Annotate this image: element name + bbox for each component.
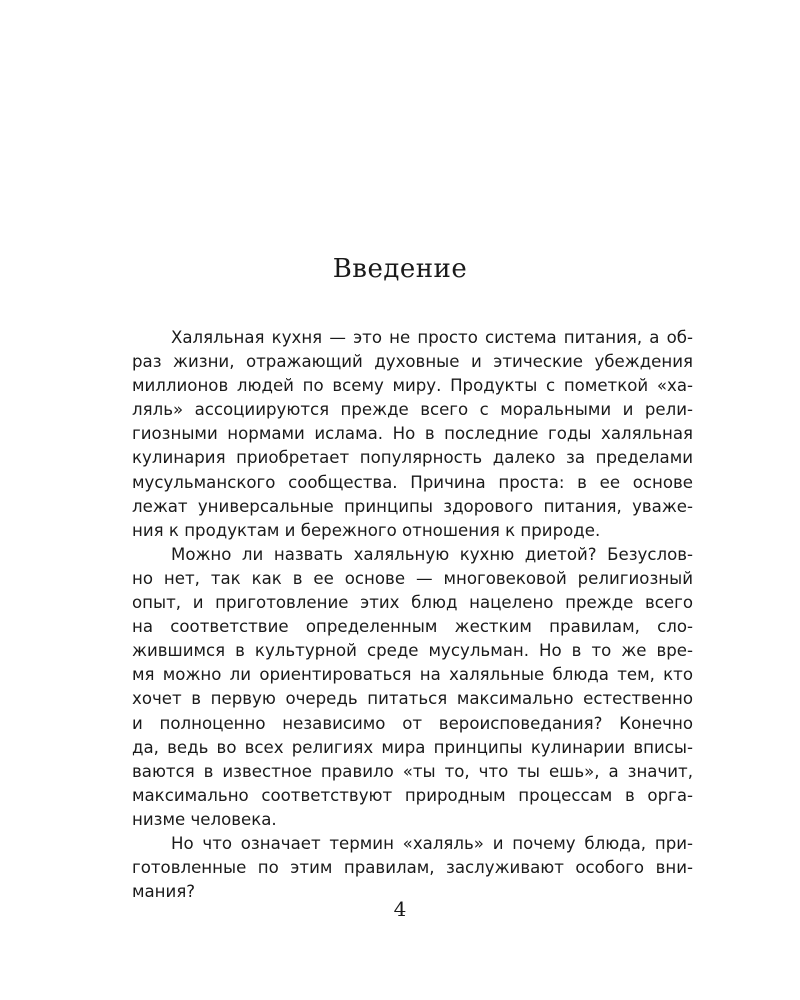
text-line: жившимся в культурной среде мусульман. Но в то же вре-	[132, 641, 693, 661]
text-line: лежат универсальные принципы здорового питания, уваже-	[132, 496, 693, 516]
body-text	[132, 326, 693, 904]
text-line: да, ведь во всех религиях мира принципы кулинарии вписы-	[132, 737, 693, 757]
text-line: раз жизни, отражающий духовные и этические убеждения	[132, 352, 693, 372]
text-line: ваются в известное правило «ты то, что ты ешь», а значит,	[132, 761, 693, 781]
text-line: Халяльная кухня — это не просто система питания, а об-	[171, 328, 693, 347]
text-line: миллионов людей по всему миру. Продукты с пометкой «ха-	[132, 376, 693, 396]
paragraph-3	[132, 832, 693, 904]
text-line: опыт, и приготовление этих блюд нацелено прежде всего	[132, 593, 693, 613]
chapter-title: Введение	[332, 254, 468, 284]
text-line: ния к продуктам и бережного отношения к природе.	[132, 520, 601, 540]
text-line: ляль» ассоциируются прежде всего с моральными и рели-	[132, 400, 693, 420]
text-line: максимально соответствуют природным процессам в орга-	[132, 785, 693, 805]
text-line: хочет в первую очередь питаться максимально естественно	[132, 689, 693, 709]
text-line: Можно ли назвать халяльную кухню диетой? Безуслов-	[171, 544, 693, 564]
text-line: Но что означает термин «халяль» и почему блюда, при-	[171, 833, 693, 853]
paragraph-1	[132, 326, 693, 543]
page-number: 4	[393, 897, 407, 921]
text-line: мусульманского сообщества. Причина проста: в ее основе	[132, 472, 693, 492]
text-line: готовленные по этим правилам, заслуживают особого вни-	[132, 858, 693, 878]
paragraph-2	[132, 543, 693, 832]
text-line: мания?	[132, 882, 196, 902]
text-line: гиозными нормами ислама. Но в последние годы халяльная	[132, 424, 693, 444]
text-line: мя можно ли ориентироваться на халяльные блюда тем, кто	[132, 665, 693, 685]
text-line: кулинария приобретает популярность далеко за пределами	[132, 448, 693, 468]
text-line: низме человека.	[132, 809, 277, 829]
text-line: и полноценно независимо от вероисповедания? Конечно	[132, 713, 693, 733]
text-line: на соответствие определенным жестким правилам, сло-	[132, 617, 693, 637]
text-line: но нет, так как в ее основе — многовековой религиозный	[132, 568, 693, 588]
